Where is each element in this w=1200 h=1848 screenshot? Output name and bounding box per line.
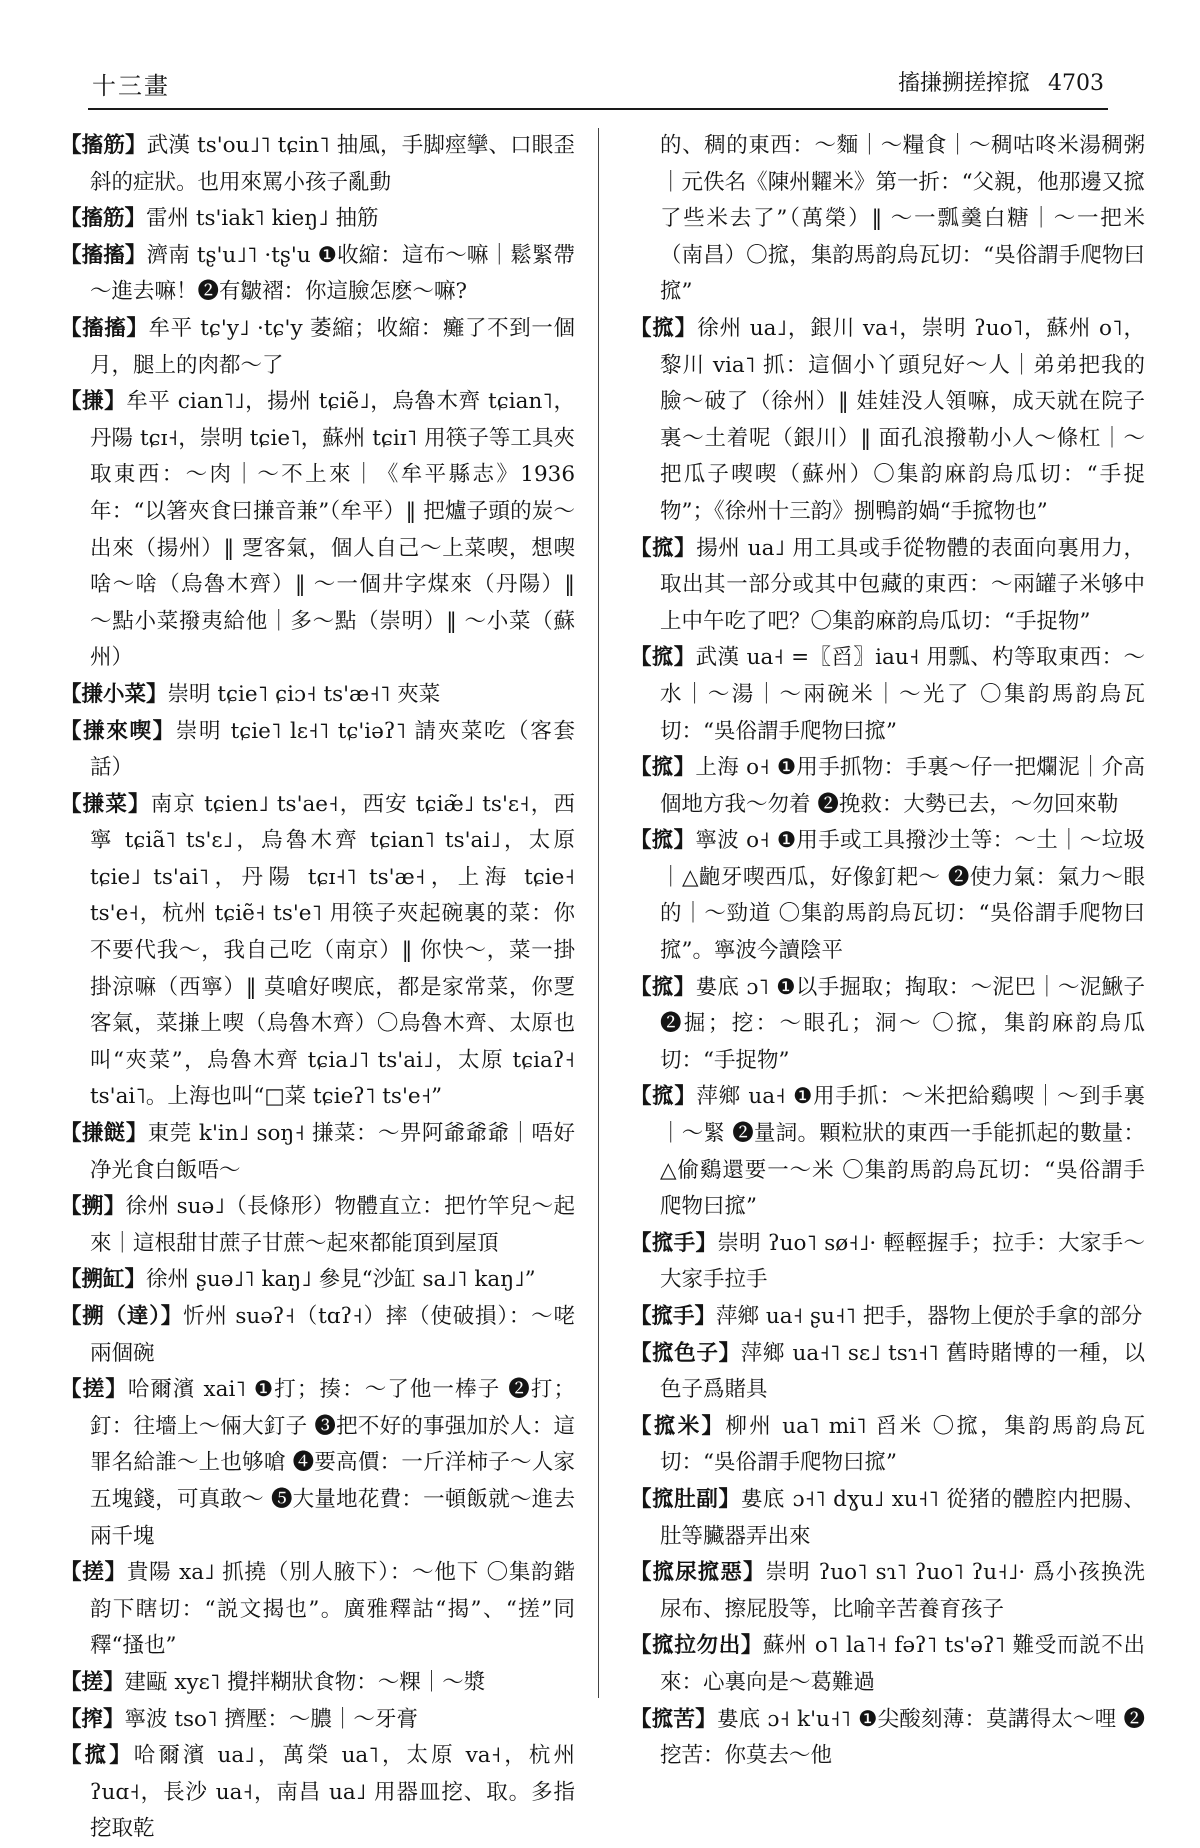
- dictionary-entry: [60, 787, 575, 1116]
- entry-headword: 【搲】: [60, 1743, 134, 1769]
- entry-definition: 柳州 ua˥ mi˥ 舀米 〇搲，集韵馬韵烏瓦切：“吳俗謂手爬物曰搲”: [660, 1413, 1145, 1476]
- entry-headword: 【搲拉勿出】: [630, 1633, 764, 1659]
- dictionary-entry: [60, 677, 575, 714]
- entry-headword: 【搲手】: [630, 1230, 718, 1256]
- dictionary-entry: [60, 1189, 575, 1262]
- dictionary-entry: [630, 1226, 1145, 1299]
- page-header: [88, 62, 1108, 110]
- entry-headword: 【搓】: [60, 1560, 127, 1586]
- column-divider: [598, 128, 599, 1698]
- entry-definition: 南京 tɕien˩ ts'ae˧，西安 tɕiæ̃˩ ts'ɛ˧，西寧 tɕiã˥ ts'ɛ˩，烏魯木齊 tɕian˥ ts'ai˩，太原 tɕie˩ ts'ai˥，丹陽 tɕɪ˧˥ ts'æ˧，上海 tɕie˧ ts'e˧，杭州 tɕiẽ˧ ts'e˥ 用筷子夾起碗裏的菜：你不要代我～，我自己吃（南京）‖ 你快～，菜一掛掛涼嘛（西寧）‖ 莫嗆好喫底，都是家常菜，你覂客氣，菜搛上喫（烏魯木齊）〇烏魯木齊、太原也叫“夾菜”，烏魯木齊 tɕia˩˥ ts'ai˩，太原 tɕiaʔ˧ ts'ai˥。上海也叫“□菜 tɕieʔ˥ ts'e˧”: [90, 791, 575, 1110]
- dictionary-entry: [630, 128, 1145, 311]
- entry-definition: 徐州 ʂuə˩˥ kaŋ˩ 參見“沙缸 sa˩˥ kaŋ˩”: [146, 1267, 536, 1293]
- entry-headword: 【搛】: [60, 389, 127, 415]
- entry-headword: 【搐搐】: [60, 315, 149, 341]
- right-column: [630, 128, 1145, 1769]
- entry-definition: 徐州 suə˩（長條形）物體直立：把竹竿兒～起來｜這根甜甘蔗子甘蔗～起來都能頂到屋頂: [90, 1194, 575, 1256]
- entry-definition: 婁底 ɔ˥ ❶以手掘取；掏取：～泥巴｜～泥鰍子 ❷掘；挖：～眼孔；洞～ 〇搲，集韵麻韵烏瓜切：“手捉物”: [660, 974, 1145, 1073]
- entry-definition: 東莞 k'in˩ soŋ˧ 搛菜：～畀阿爺爺爺｜唔好净光食白飯唔～: [90, 1121, 575, 1183]
- entry-headword: 【搲手】: [630, 1304, 717, 1329]
- dictionary-entry: [630, 1336, 1145, 1409]
- entry-headword: 【搠（達）】: [60, 1304, 184, 1329]
- entry-definition: 寧波 tso˥ 擠壓：～膿｜～牙膏: [124, 1706, 418, 1732]
- entry-definition: 濟南 tʂ'u˩˥ ·tʂ'u ❶收縮：這布～嘛｜鬆緊帶～進去嘛！❷有皺褶：你這臉怎麽～嘛?: [90, 242, 575, 305]
- dictionary-entry: [60, 384, 575, 677]
- entry-definition: 崇明 ʔuo˥ sɿ˥ ʔuo˥ ʔu˧˩· 爲小孩换洗尿布、擦屁股等，比喻辛苦養育孩子: [660, 1560, 1145, 1622]
- dictionary-entry: [60, 128, 575, 201]
- entry-definition: 建甌 xyɛ˥ 攪拌糊狀食物：～粿｜～漿: [124, 1669, 486, 1695]
- entry-definition: 哈爾濱 ua˩，萬榮 ua˥，太原 va˧，杭州 ʔuɑ˧，長沙 ua˧，南昌 ua˩ 用器皿挖、取。多指挖取乾: [90, 1743, 575, 1842]
- entry-headword: 【搲肚副】: [630, 1486, 741, 1512]
- entry-definition: 的、稠的東西：～麵｜～糧食｜～稠咕咚米湯稠粥｜元佚名《陳州糶米》第一折：“父親，他那邊又搲了些米去了”（萬榮）‖ ～一瓢羹白糖｜～一把米（南昌）〇搲，集韵馬韵烏瓦切：“吳俗謂手爬物曰搲”: [660, 133, 1145, 305]
- entry-headword: 【搾】: [60, 1706, 125, 1732]
- entry-headword: 【搐筋】: [60, 206, 147, 232]
- entry-headword: 【搲】: [630, 535, 697, 561]
- dictionary-entry: [630, 750, 1145, 823]
- entry-definition: 牟平 tɕ'y˩ ·tɕ'y 萎縮；收縮：癱了不到一個月，腿上的肉都～了: [90, 315, 575, 378]
- dictionary-entry: [630, 823, 1145, 969]
- dictionary-entry: [630, 1628, 1145, 1701]
- section-label: 十三畫: [92, 72, 170, 100]
- entry-headword: 【搲】: [630, 645, 696, 671]
- dictionary-entry: [60, 714, 575, 787]
- entry-headword: 【搓】: [60, 1669, 125, 1695]
- dictionary-entry: [60, 238, 575, 311]
- entry-headword: 【搓】: [60, 1377, 128, 1403]
- entry-definition: 武漢 ts'ou˩˥ tɕin˥ 抽風，手脚痙攣、口眼歪斜的症狀。也用來罵小孩子亂動: [90, 133, 575, 195]
- entry-headword: 【搐筋】: [60, 133, 147, 158]
- entry-definition: 武漢 ua˧ =〖舀〗iau˧ 用瓢、杓等取東西：～水｜～湯｜～兩碗米｜～光了 〇集韵馬韵烏瓦切：“吳俗謂手爬物曰搲”: [660, 645, 1145, 744]
- dictionary-entry: [60, 1372, 575, 1555]
- entry-definition: 萍鄉 ua˧ ❶用手抓：～米把給鷄喫｜～到手裏｜～緊 ❷量詞。顆粒狀的東西一手能抓起的數量：△偷鷄還要一～米 〇集韵馬韵烏瓦切：“吳俗謂手爬物曰搲”: [660, 1084, 1145, 1220]
- header-right: [898, 66, 1104, 97]
- dictionary-entry: [60, 1738, 575, 1848]
- entry-definition: 萍鄉 ua˧ ʂu˧˥ 把手，器物上便於手拿的部分: [716, 1304, 1143, 1329]
- entry-headword: 【搛來喫】: [60, 718, 176, 744]
- entry-definition: 崇明 ʔuo˥ sø˧˩· 輕輕握手；拉手：大家手～大家手拉手: [660, 1230, 1145, 1293]
- entry-headword: 【搲】: [630, 315, 698, 341]
- entry-headword: 【搲】: [630, 1084, 697, 1110]
- entry-headword: 【搠】: [60, 1194, 126, 1220]
- entry-headword: 【搲苦】: [630, 1706, 717, 1732]
- dictionary-entry: [630, 1299, 1145, 1336]
- dictionary-entry: [60, 1116, 575, 1189]
- entry-definition: 寧波 o˧ ❶用手或工具撥沙土等：～土｜～垃圾｜△齙牙喫西瓜，好像釘耙～ ❷使力氣：氣力～眼的｜～勁道 〇集韵馬韵烏瓦切：“吳俗謂手爬物曰搲”。寧波今讀陰平: [660, 828, 1145, 964]
- dictionary-entry: [630, 1702, 1145, 1775]
- header-characters: 搐搛搠搓搾搲: [897, 71, 1030, 96]
- entry-headword: 【搲】: [630, 828, 696, 854]
- entry-headword: 【搛菜】: [60, 791, 151, 817]
- entry-definition: 婁底 ɔ˧˥ dɣu˩ xu˧˥ 從猪的體腔内把腸、肚等臟器弄出來: [660, 1486, 1145, 1549]
- entry-definition: 徐州 ua˩，銀川 va˧，崇明 ʔuo˥，蘇州 o˥，黎川 via˥ 抓：這個小丫頭兒好～人｜弟弟把我的臉～破了（徐州）‖ 娃娃没人領嘛，成天就在院子裏～土着呢（銀川）‖ 面孔浪撥勒小人～條杠｜～把瓜子喫喫（蘇州）〇集韵麻韵烏瓜切：“手捉物”；《徐州十三韵》捌鴨韵媧“手搲物也”: [660, 315, 1145, 524]
- entry-headword: 【搠缸】: [60, 1267, 147, 1293]
- entry-definition: 崇明 tɕie˥ lɛ˧˥ tɕ'iəʔ˥ 請夾菜吃（客套話）: [90, 718, 575, 781]
- dictionary-entry: [630, 1079, 1145, 1225]
- entry-definition: 揚州 ua˩ 用工具或手從物體的表面向裏用力，取出其一部分或其中包藏的東西：～兩罐子米够中上中午吃了吧？〇集韵麻韵烏瓜切：“手捉物”: [660, 535, 1145, 634]
- entry-headword: 【搛小菜】: [60, 681, 168, 707]
- page-number: 4703: [1048, 71, 1104, 96]
- dictionary-entry: [60, 1702, 575, 1739]
- dictionary-entry: [60, 1262, 575, 1299]
- dictionary-entry: [630, 640, 1145, 750]
- dictionary-entry: [630, 1409, 1145, 1482]
- dictionary-entry: [630, 1482, 1145, 1555]
- dictionary-entry: [60, 1299, 575, 1372]
- dictionary-entry: [630, 531, 1145, 641]
- entry-headword: 【搲尿搲惡】: [630, 1560, 766, 1586]
- entry-definition: 崇明 tɕie˥ ɕiɔ˧ ts'æ˧˥ 夾菜: [167, 681, 441, 707]
- dictionary-entry: [630, 970, 1145, 1080]
- left-column: [60, 128, 575, 1842]
- dictionary-entry: [60, 201, 575, 238]
- entry-headword: 【搐搐】: [60, 242, 147, 268]
- entry-definition: 哈爾濱 xai˥ ❶打；揍：～了他一棒子 ❷打；釘：往墻上～倆大釘子 ❸把不好的事强加於人：這罪名給誰～上也够嗆 ❹要高價：一斤洋柿子～人家五塊錢，可真敢～ ❺大量地花費：一頓飯就～進去兩千塊: [90, 1377, 575, 1549]
- entry-headword: 【搲色子】: [630, 1340, 741, 1366]
- entry-definition: 蘇州 o˥ la˥˧ fəʔ˥ ts'əʔ˥ 難受而説不出來：心裏向是～葛難過: [660, 1633, 1145, 1695]
- dictionary-entry: [630, 1555, 1145, 1628]
- entry-definition: 萍鄉 ua˧˥ sɛ˩ tsɿ˧˥ 舊時賭博的一種，以色子爲賭具: [660, 1340, 1145, 1403]
- dictionary-entry: [630, 311, 1145, 531]
- entry-definition: 雷州 ts'iak˥ kieŋ˩ 抽筋: [146, 206, 379, 232]
- entry-headword: 【搛餸】: [60, 1121, 148, 1147]
- dictionary-entry: [60, 311, 575, 384]
- entry-headword: 【搲米】: [630, 1413, 726, 1439]
- entry-headword: 【搲】: [630, 974, 696, 1000]
- dictionary-entry: [60, 1555, 575, 1665]
- entry-definition: 貴陽 xa˩ 抓撓（別人腋下）：～他下 〇集韵鍇韵下瞎切：“説文揭也”。廣雅釋詁“揭”、“搓”同釋“搔也”: [90, 1560, 575, 1659]
- entry-definition: 忻州 suəʔ˧（tɑʔ˧）摔（使破損）：～咾兩個碗: [90, 1304, 575, 1366]
- entry-headword: 【搲】: [630, 755, 696, 781]
- entry-definition: 牟平 cian˥˩，揚州 tɕiẽ˩，烏魯木齊 tɕian˥，丹陽 tɕɪ˧，崇明 tɕie˥，蘇州 tɕiɪ˥ 用筷子等工具夾取東西：～肉｜～不上來｜《牟平縣志》1936年：“以箸夾食曰搛音兼”（牟平）‖ 把爐子頭的炭～出來（揚州）‖ 覂客氣，個人自己～上菜喫，想喫啥～啥（烏魯木齊）‖ ～一個井字煤來（丹陽）‖ ～點小菜撥夷給他｜多～點（崇明）‖ ～小菜（蘇州）: [90, 389, 575, 671]
- entry-definition: 婁底 ɔ˧ k'u˧˥ ❶尖酸刻薄：莫講得太～哩 ❷挖苦：你莫去～他: [660, 1706, 1145, 1769]
- dictionary-entry: [60, 1665, 575, 1702]
- entry-definition: 上海 o˧ ❶用手抓物：手裏～仔一把爛泥｜介高個地方我～勿着 ❷挽救：大勢已去，～勿回來勒: [660, 755, 1145, 817]
